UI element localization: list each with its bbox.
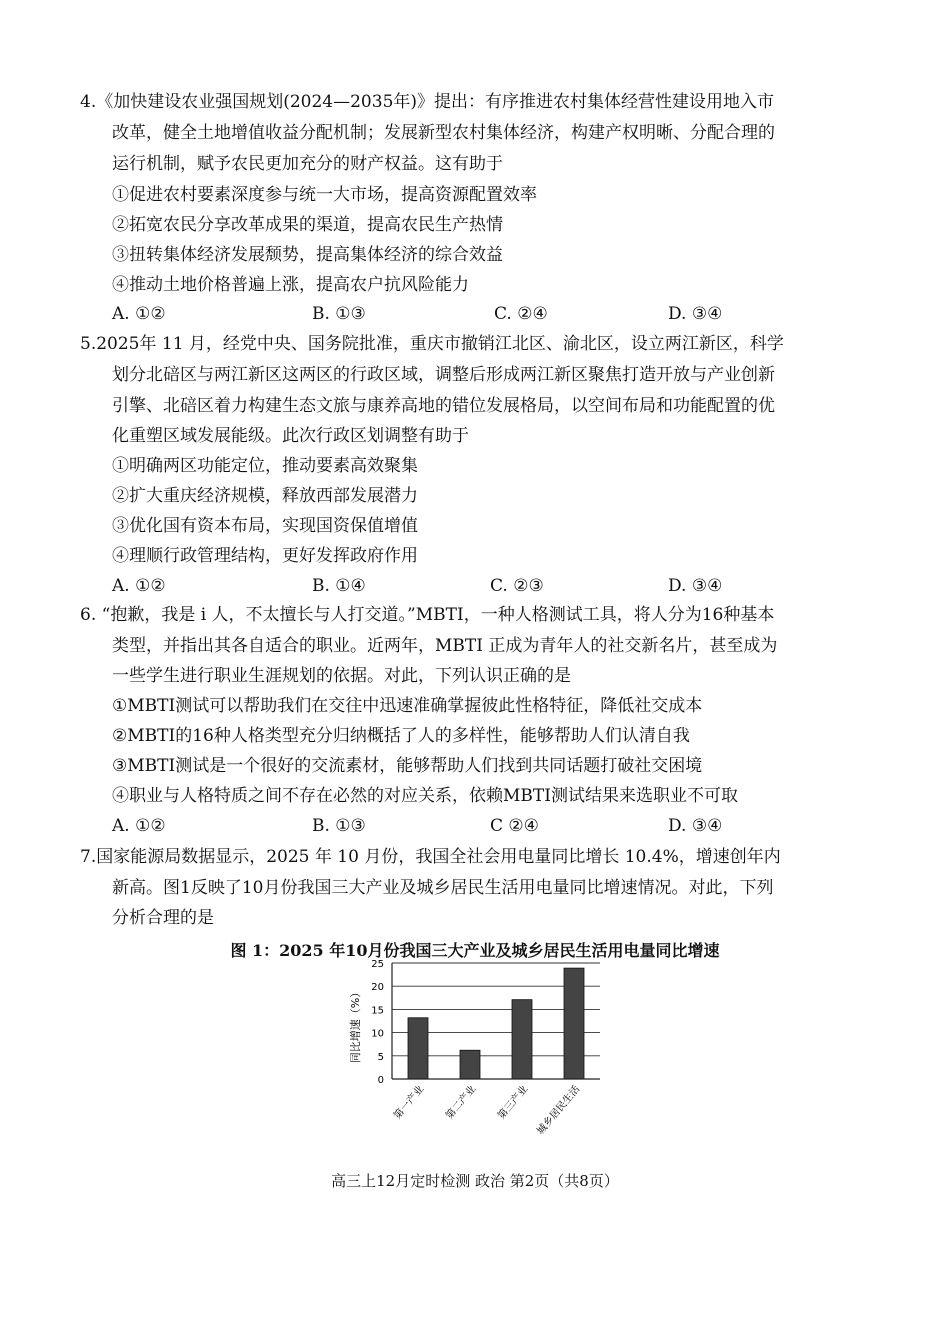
q7-line-1: 7.国家能源局数据显示，2025 年 10 月份，我国全社会用电量同比增长 10.4%，增速创年内 [80, 847, 781, 867]
q4-choices [112, 302, 832, 326]
q5-choices [112, 574, 832, 598]
q7-line-3: 分析合理的是 [112, 908, 214, 928]
q4-option-2: ②拓宽农民分享改革成果的渠道，提高农民生产热情 [112, 215, 503, 235]
q5-option-3: ③优化国有资本布局，实现国资保值增值 [112, 516, 418, 536]
q4-choice-b: B. ①③ [312, 304, 366, 324]
bar [512, 1000, 532, 1079]
bar-chart [345, 955, 610, 1155]
y-tick-label: 10 [371, 1028, 384, 1040]
q4-option-4: ④推动土地价格普遍上涨，提高农户抗风险能力 [112, 275, 469, 295]
q5-line-2: 划分北碚区与两江新区这两区的行政区域，调整后形成两江新区聚焦打造开放与产业创新 [112, 365, 775, 385]
page-footer: 高三上12月定时检测 政治 第2页（共8页） [331, 1172, 619, 1190]
q4-line-1: 4.《加快建设农业强国规划(2024—2035年)》提出：有序推进农村集体经营性建设用地入市 [80, 92, 775, 112]
y-axis-label: 同比增速（%） [349, 986, 362, 1064]
q5-option-1: ①明确两区功能定位，推动要素高效聚集 [112, 456, 418, 476]
q5-line-3: 引擎、北碚区着力构建生态文旅与康养高地的错位发展格局，以空间布局和功能配置的优 [112, 396, 775, 416]
q4-option-3: ③扭转集体经济发展颓势，提高集体经济的综合效益 [112, 245, 503, 265]
q6-option-3: ③MBTI测试是一个很好的交流素材，能够帮助人们找到共同话题打破社交困境 [112, 756, 703, 776]
y-tick-label: 15 [371, 1005, 384, 1017]
y-tick-label: 25 [371, 959, 384, 970]
q6-line-1: 6. “抱歉，我是 i 人，不太擅长与人打交道。”MBTI，一种人格测试工具，将人分为16种基本 [80, 605, 775, 625]
q4-choice-c: C. ②④ [494, 304, 548, 324]
y-tick-label: 20 [371, 982, 384, 994]
q5-option-4: ④理顺行政管理结构，更好发挥政府作用 [112, 546, 418, 566]
q6-choices [112, 814, 832, 838]
y-tick-label: 0 [377, 1075, 384, 1086]
x-tick-label: 第一产业 [392, 1083, 427, 1122]
q6-choice-a: A. ①② [112, 816, 166, 836]
q6-line-3: 一些学生进行职业生涯规划的依据。对此，下列认识正确的是 [112, 666, 571, 686]
figure-caption: 图 1：2025 年10月份我国三大产业及城乡居民生活用电量同比增速 [230, 941, 720, 960]
q6-option-2: ②MBTI的16种人格类型充分归纳概括了人的多样性，能够帮助人们认清自我 [112, 726, 690, 746]
bar [408, 1018, 428, 1079]
q6-choice-b: B. ①③ [312, 816, 366, 836]
q5-choice-d: D. ③④ [668, 576, 723, 596]
q5-option-2: ②扩大重庆经济规模，释放西部发展潜力 [112, 486, 418, 506]
q4-line-3: 运行机制，赋予农民更加充分的财产权益。这有助于 [112, 154, 503, 174]
q6-line-2: 类型，并指出其各自适合的职业。近两年，MBTI 正成为青年人的社交新名片，甚至成为 [112, 636, 778, 656]
x-tick-label: 第三产业 [496, 1083, 531, 1122]
q4-option-1: ①促进农村要素深度参与统一大市场，提高资源配置效率 [112, 185, 537, 205]
q5-line-4: 化重塑区域发展能级。此次行政区划调整有助于 [112, 426, 469, 446]
q6-choice-c: C ②④ [490, 816, 539, 836]
q6-choice-d: D. ③④ [668, 816, 723, 836]
q4-choice-a: A. ①② [112, 304, 166, 324]
bar [564, 968, 584, 1079]
q5-choice-c: C. ②③ [490, 576, 544, 596]
q6-option-4: ④职业与人格特质之间不存在必然的对应关系，依赖MBTI测试结果来选职业不可取 [112, 786, 738, 806]
q5-choice-b: B. ①④ [312, 576, 366, 596]
q5-choice-a: A. ①② [112, 576, 166, 596]
q6-option-1: ①MBTI测试可以帮助我们在交往中迅速准确掌握彼此性格特征，降低社交成本 [112, 696, 703, 716]
q4-choice-d: D. ③④ [668, 304, 723, 324]
x-tick-label: 第二产业 [444, 1083, 479, 1122]
q7-line-2: 新高。图1反映了10月份我国三大产业及城乡居民生活用电量同比增速情况。对此，下列 [112, 878, 774, 898]
x-tick-label: 城乡居民生活 [535, 1083, 583, 1137]
y-tick-label: 5 [377, 1051, 384, 1063]
q5-line-1: 5.2025年 11 月，经党中央、国务院批准，重庆市撤销江北区、渝北区，设立两江新区，科学 [80, 334, 784, 354]
q4-line-2: 改革，健全土地增值收益分配机制；发展新型农村集体经济，构建产权明晰、分配合理的 [112, 123, 775, 143]
bar [460, 1050, 480, 1079]
